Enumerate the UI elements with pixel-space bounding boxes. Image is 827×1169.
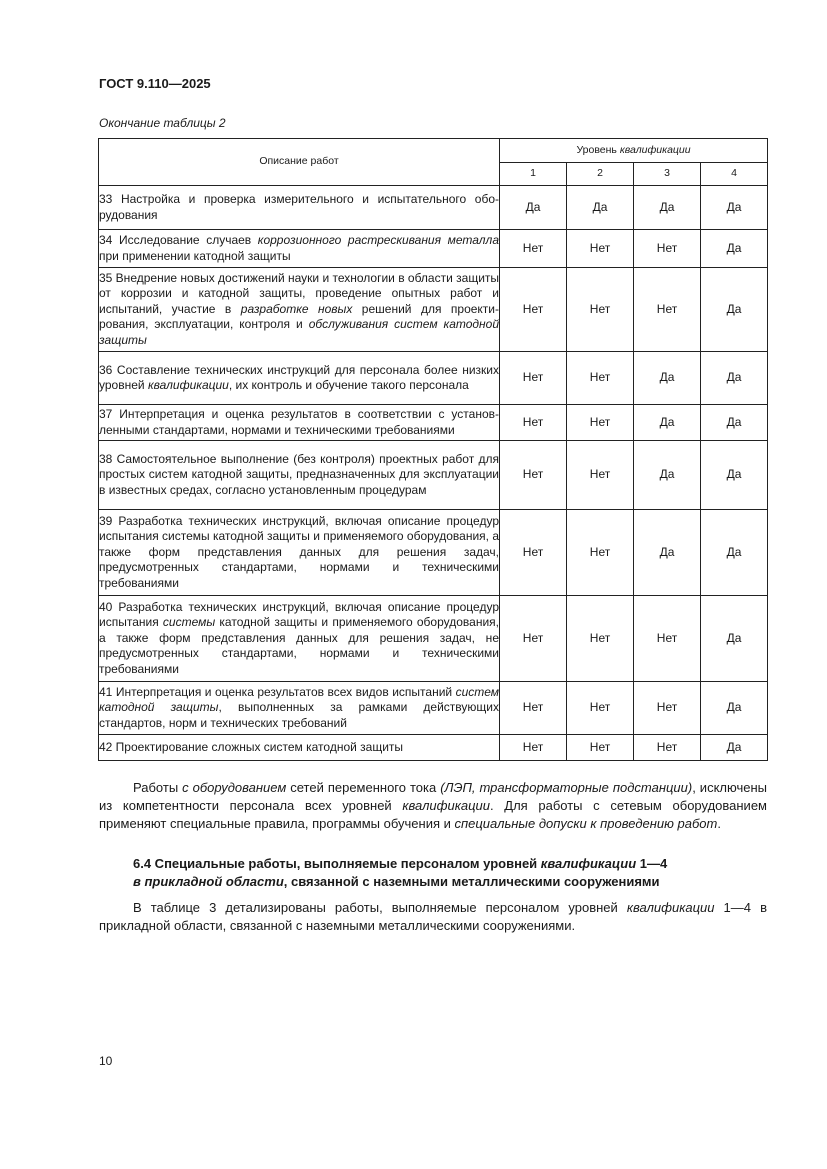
work-description	[99, 510, 500, 596]
text-segment: 39 Разработка технических инструкций, включая описание процедур испытания системы катодной защиты и применяемого оборудования, а также форм представления данных для решения задач, предусмотренных стандартами, нормами и техническими требованиями	[99, 513, 500, 590]
header-qualification-level	[500, 139, 768, 163]
text-segment: 38 Самостоятельное выполнение (без контроля) проектных работ для простых систем катодной защиты, предназначенных для эксплуатации в известных средах, согласно установленным процедурам	[99, 451, 499, 497]
section-heading-line-2	[133, 873, 767, 891]
table-row	[99, 405, 768, 441]
text-segment: 36 Составление технических инструкций для персонала более низких уровней	[99, 362, 499, 392]
table-row	[99, 352, 768, 405]
note-text	[99, 780, 767, 831]
level-2-value: Нет	[567, 405, 634, 441]
italic-term: обслуживания систем катодной защиты	[99, 317, 499, 347]
header-level-1: 1	[500, 163, 567, 186]
section-heading-line-1	[133, 855, 767, 873]
level-1-value: Да	[500, 186, 567, 230]
text-segment: сетей переменного тока	[286, 780, 441, 795]
level-2-value: Нет	[567, 596, 634, 682]
italic-term: коррозионного растрескивания металла	[257, 233, 500, 247]
italic-term: специальные допуски к проведению работ	[454, 816, 718, 831]
header-level-4: 4	[701, 163, 768, 186]
level-3-value: Да	[634, 510, 701, 596]
table-row	[99, 735, 768, 761]
level-4-value: Да	[701, 596, 768, 682]
level-2-value: Нет	[567, 230, 634, 268]
body-paragraph	[99, 899, 767, 935]
level-4-value: Да	[701, 268, 768, 352]
level-1-value: Нет	[500, 405, 567, 441]
text-segment: 1—4 в прикладной области, связанной с наземными металлическими сооружениями.	[99, 900, 767, 933]
note-paragraph	[99, 779, 767, 833]
table-row	[99, 441, 768, 510]
table-row	[99, 186, 768, 230]
work-description	[99, 230, 500, 268]
level-3-value: Нет	[634, 268, 701, 352]
work-description	[99, 682, 500, 735]
work-description	[99, 735, 500, 761]
text-segment: решений для проектирования, эксплуатации, контроля и	[99, 301, 499, 332]
work-description	[99, 441, 500, 510]
work-description	[99, 405, 500, 441]
qualification-table	[98, 138, 768, 761]
level-2-value: Нет	[567, 441, 634, 510]
text-segment: .	[717, 816, 721, 831]
level-1-value: Нет	[500, 441, 567, 510]
level-4-value: Да	[701, 735, 768, 761]
level-2-value: Нет	[567, 735, 634, 761]
level-1-value: Нет	[500, 510, 567, 596]
section-heading-term: квалификации	[540, 856, 637, 871]
text-segment: , их контроль и обучение такого персонала	[228, 378, 469, 392]
level-2-value: Нет	[567, 352, 634, 405]
level-2-value: Да	[567, 186, 634, 230]
table-caption: Окончание таблицы 2	[99, 116, 226, 130]
text-segment: 41 Интерпретация и оценка результатов всех видов испытаний	[99, 684, 456, 699]
text-segment: 35 Внедрение новых достижений науки и технологии в области защиты от коррозии и катодной защиты, проведение опытных работ и испытаний, участие в	[99, 270, 500, 316]
work-description	[99, 596, 500, 682]
level-1-value: Нет	[500, 352, 567, 405]
level-3-value: Нет	[634, 230, 701, 268]
section-heading-rest: , связанной с наземными металлическими сооружениями	[283, 874, 660, 889]
header-level-term: квалификации	[619, 143, 691, 156]
level-4-value: Да	[701, 441, 768, 510]
italic-term: с оборудованием	[182, 780, 287, 795]
header-level-3: 3	[634, 163, 701, 186]
level-1-value: Нет	[500, 268, 567, 352]
body-text	[99, 900, 767, 933]
level-4-value: Да	[701, 510, 768, 596]
section-heading-range: 1—4	[636, 856, 668, 871]
italic-term: квалификации	[626, 900, 715, 915]
level-3-value: Нет	[634, 596, 701, 682]
text-segment: , исключены из компетентности персонала всех уровней	[99, 780, 767, 813]
table-row	[99, 682, 768, 735]
level-3-value: Нет	[634, 682, 701, 735]
italic-term: системы	[162, 615, 216, 630]
table-row	[99, 596, 768, 682]
text-segment: Работы	[133, 780, 183, 795]
section-heading	[133, 855, 767, 891]
level-4-value: Да	[701, 682, 768, 735]
italic-term: разработке новых	[240, 301, 353, 316]
italic-term: систем катодной защиты	[99, 684, 499, 715]
text-segment: , выполненных за рамками действующих стандартов, норм и технических требований	[99, 700, 499, 730]
text-segment: 40 Разработка технических инструкций, включая описание процедур испытания	[99, 599, 499, 630]
text-segment: катодной защиты и применяемого оборудования, а также форм представления данных для решения задач, не предусмотренных стандартами, нормами и техническими требованиями	[99, 615, 499, 676]
level-1-value: Нет	[500, 596, 567, 682]
level-2-value: Нет	[567, 268, 634, 352]
work-description	[99, 268, 500, 352]
header-level-prefix: Уровень	[576, 143, 620, 156]
work-description	[99, 352, 500, 405]
italic-term: квалификации	[402, 798, 490, 813]
level-2-value: Нет	[567, 510, 634, 596]
header-description: Описание работ	[99, 139, 500, 186]
level-3-value: Да	[634, 186, 701, 230]
italic-term: (ЛЭП, трансформаторные подстанции)	[440, 780, 693, 795]
text-segment: . Для работы с сетевым оборудованием применяют специальные правила, программы обучения и	[99, 798, 767, 831]
level-4-value: Да	[701, 186, 768, 230]
section-heading-area: в прикладной области	[133, 874, 284, 889]
level-1-value: Нет	[500, 230, 567, 268]
text-segment: В таблице 3 детализированы работы, выполняемые персоналом уровней	[133, 900, 627, 915]
table-row	[99, 230, 768, 268]
text-segment: 37 Интерпретация и оценка результатов в соответствии с установленными стандартами, нормами и техническими требованиями	[99, 407, 499, 437]
level-2-value: Нет	[567, 682, 634, 735]
level-1-value: Нет	[500, 682, 567, 735]
section-heading-text: 6.4 Специальные работы, выполняемые персоналом уровней	[133, 856, 541, 871]
level-1-value: Нет	[500, 735, 567, 761]
work-description	[99, 186, 500, 230]
italic-term: квалификации	[147, 378, 229, 392]
text-segment: 33 Настройка и проверка измерительного и испытательного оборудования	[99, 192, 499, 222]
text-segment: 42 Проектирование сложных систем катодной защиты	[99, 739, 404, 754]
level-4-value: Да	[701, 230, 768, 268]
text-segment: при применении катодной защиты	[99, 248, 291, 263]
level-4-value: Да	[701, 405, 768, 441]
level-3-value: Да	[634, 441, 701, 510]
table-row	[99, 510, 768, 596]
table-row	[99, 268, 768, 352]
level-4-value: Да	[701, 352, 768, 405]
header-level-2: 2	[567, 163, 634, 186]
level-3-value: Да	[634, 352, 701, 405]
level-3-value: Да	[634, 405, 701, 441]
page-number: 10	[99, 1054, 113, 1068]
document-code: ГОСТ 9.110—2025	[99, 76, 211, 91]
text-segment: 34 Исследование случаев	[99, 233, 258, 247]
level-3-value: Нет	[634, 735, 701, 761]
